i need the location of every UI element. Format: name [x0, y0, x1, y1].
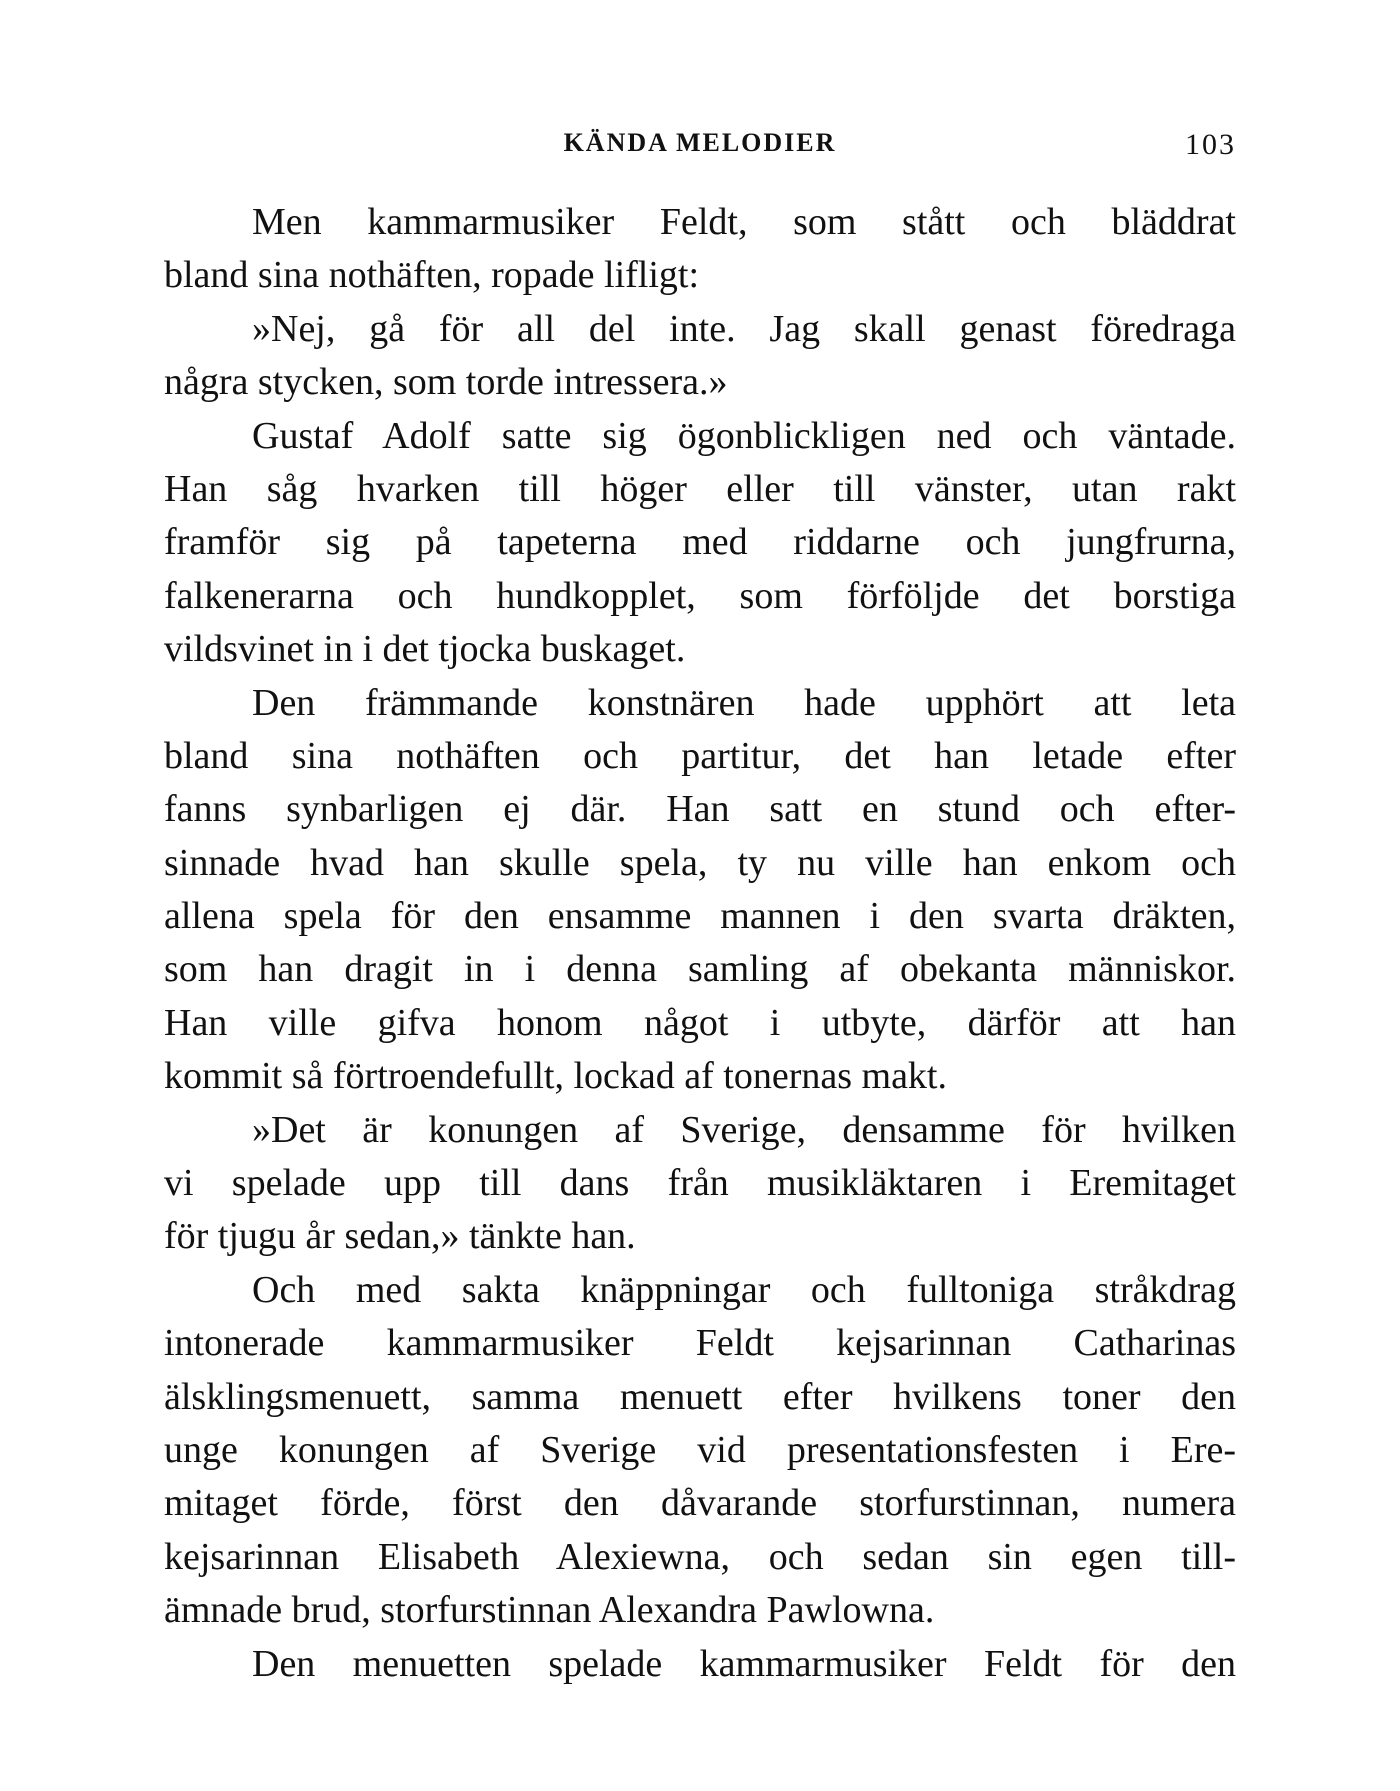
text-line: framför sig på tapeterna med riddarne och jungfrurna, — [164, 521, 1236, 564]
body-text — [164, 196, 1236, 1691]
running-head — [164, 128, 1236, 168]
text-line: unge konungen af Sverige vid presentationsfesten i Ere- — [164, 1428, 1236, 1471]
text-line: vildsvinet in i det tjocka buskaget. — [164, 628, 686, 671]
running-title: KÄNDA MELODIER — [563, 128, 837, 157]
text-line: falkenerarna och hundkopplet, som förföljde det borstiga — [164, 574, 1236, 617]
text-line: Han ville gifva honom något i utbyte, därför att han — [164, 1001, 1236, 1044]
text-line: Han såg hvarken till höger eller till vänster, utan rakt — [164, 467, 1236, 510]
text-line: vi spelade upp till dans från musikläktaren i Eremitaget — [164, 1162, 1236, 1205]
text-line: bland sina nothäften, ropade lifligt: — [164, 254, 700, 297]
text-line: kommit så förtroendefullt, lockad af tonernas makt. — [164, 1055, 947, 1098]
text-line: några stycken, som torde intressera.» — [164, 361, 728, 404]
text-line: fanns synbarligen ej där. Han satt en stund och efter- — [164, 788, 1236, 831]
text-line: sinnade hvad han skulle spela, ty nu ville han enkom och — [164, 841, 1236, 884]
text-line: Den menuetten spelade kammarmusiker Feldt för den — [252, 1642, 1236, 1685]
text-line: älsklingsmenuett, samma menuett efter hvilkens toner den — [164, 1375, 1236, 1418]
text-line: »Nej, gå för all del inte. Jag skall genast föredraga — [252, 307, 1236, 350]
text-line: kejsarinnan Elisabeth Alexiewna, och sedan sin egen till- — [164, 1535, 1236, 1578]
page-number: 103 — [1185, 128, 1236, 161]
text-line: som han dragit in i denna samling af obekanta människor. — [164, 948, 1236, 991]
text-line: allena spela för den ensamme mannen i den svarta dräkten, — [164, 895, 1236, 938]
text-line: bland sina nothäften och partitur, det han letade efter — [164, 734, 1236, 777]
text-line: mitaget förde, först den dåvarande storfurstinnan, numera — [164, 1482, 1236, 1525]
text-line: intonerade kammarmusiker Feldt kejsarinnan Catharinas — [164, 1322, 1236, 1365]
text-line: Den främmande konstnären hade upphört att leta — [252, 681, 1236, 724]
text-line: »Det är konungen af Sverige, densamme för hvilken — [252, 1108, 1236, 1151]
text-line: Och med sakta knäppningar och fulltoniga stråkdrag — [252, 1268, 1236, 1311]
text-line: Men kammarmusiker Feldt, som stått och bläddrat — [252, 201, 1236, 243]
text-line: ämnade brud, storfurstinnan Alexandra Pawlowna. — [164, 1589, 935, 1632]
text-line: Gustaf Adolf satte sig ögonblickligen ned och väntade. — [252, 414, 1236, 457]
text-line: för tjugu år sedan,» tänkte han. — [164, 1215, 636, 1258]
